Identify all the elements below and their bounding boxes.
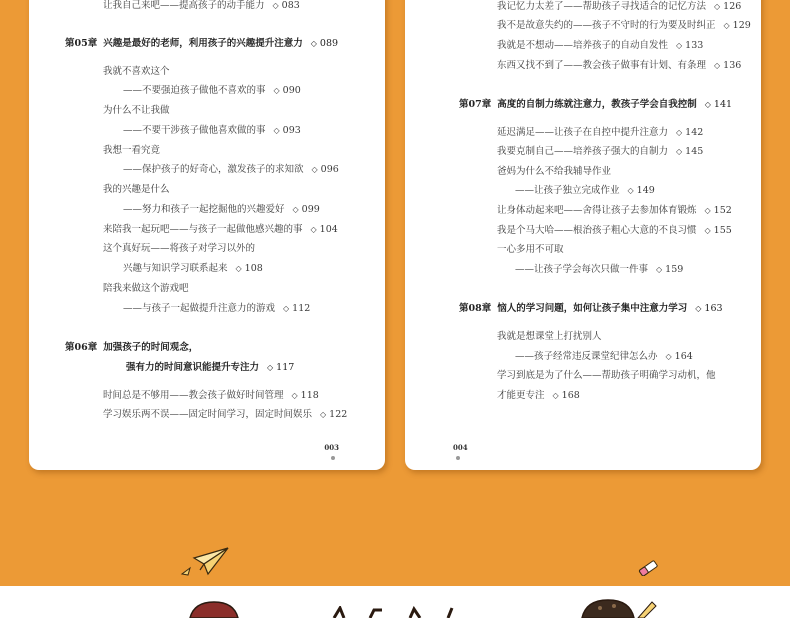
toc-entry: 我的兴趣是什么	[103, 184, 170, 195]
toc-entry: ——孩子经常违反课堂纪律怎么办 ◇ 164	[515, 351, 693, 362]
toc-entry: 爸妈为什么不给我辅导作业	[497, 166, 612, 177]
toc-entry: 我是个马大哈——根治孩子粗心大意的不良习惯 ◇ 155	[497, 225, 732, 236]
toc-entry: 延迟满足——让孩子在自控中提升注意力 ◇ 142	[497, 127, 704, 138]
toc-entry: 我就不喜欢这个	[103, 66, 170, 77]
toc-entry: 一心多用不可取	[497, 244, 564, 255]
paper-plane-icon	[180, 546, 232, 578]
toc-entry: 让我自己来吧——提高孩子的动手能力 ◇ 083	[103, 0, 300, 11]
toc-entry: 学习娱乐两不误——固定时间学习，固定时间娱乐 ◇ 122	[103, 409, 348, 420]
page-number: 003	[324, 443, 339, 452]
toc-entry: 我想一看究竟	[103, 145, 161, 156]
page-number: 004	[453, 443, 468, 452]
toc-entry: ——保护孩子的好奇心，激发孩子的求知欲 ◇ 096	[123, 164, 339, 175]
toc-entry: ——让孩子独立完成作业 ◇ 149	[515, 185, 655, 196]
toc-entry: ——与孩子一起做提升注意力的游戏 ◇ 112	[123, 303, 311, 314]
toc-entry: 我记忆力太差了——帮助孩子寻找适合的记忆方法 ◇ 126	[497, 1, 742, 12]
toc-entry: ——努力和孩子一起挖掘他的兴趣爱好 ◇ 099	[123, 204, 320, 215]
cartoon-head-icon	[186, 600, 242, 618]
toc-entry: 我要克制自己——培养孩子强大的自制力 ◇ 145	[497, 146, 704, 157]
toc-entry: 学习到底是为了什么——帮助孩子明确学习动机，他	[497, 370, 716, 381]
toc-page-right	[405, 0, 761, 470]
toc-entry: ——不要干涉孩子做他喜欢做的事 ◇ 093	[123, 125, 301, 136]
eraser-icon	[637, 560, 659, 576]
page-dot	[331, 456, 335, 460]
chapter-heading: 第07章 高度的自制力练就注意力，教孩子学会自我控制 ◇ 141	[459, 99, 733, 110]
cartoon-head-icon	[578, 598, 658, 618]
chapter-heading: 第08章 恼人的学习问题，如何让孩子集中注意力学习 ◇ 163	[459, 303, 723, 314]
toc-entry: 东西又找不到了——教会孩子做事有计划、有条理 ◇ 136	[497, 60, 742, 71]
toc-entry: 这个真好玩——将孩子对学习以外的	[103, 243, 256, 254]
toc-entry: 我就是不想动——培养孩子的自动自发性 ◇ 133	[497, 40, 704, 51]
toc-entry: 为什么不让我做	[103, 105, 170, 116]
toc-entry: 我不是故意失约的——孩子不守时的行为要及时纠正 ◇ 129	[497, 20, 751, 31]
chapter-heading-cont: 强有力的时间意识能提升专注力 ◇ 117	[126, 362, 295, 373]
title-fragment-icon	[330, 606, 470, 618]
chapter-heading: 第05章 兴趣是最好的老师，利用孩子的兴趣提升注意力 ◇ 089	[65, 38, 339, 49]
toc-page-left	[29, 0, 385, 470]
toc-entry: ——不要强迫孩子做他不喜欢的事 ◇ 090	[123, 85, 301, 96]
toc-entry: 来陪我一起玩吧——与孩子一起做他感兴趣的事 ◇ 104	[103, 224, 338, 235]
toc-entry: 时间总是不够用——教会孩子做好时间管理 ◇ 118	[103, 390, 319, 401]
toc-entry: 我就是想课堂上打扰别人	[497, 331, 602, 342]
toc-entry: 让身体动起来吧——舍得让孩子去参加体育锻炼 ◇ 152	[497, 205, 732, 216]
toc-entry: 陪我来做这个游戏吧	[103, 283, 189, 294]
page-dot	[456, 456, 460, 460]
toc-entry: 兴趣与知识学习联系起来 ◇ 108	[123, 263, 263, 274]
toc-entry: 才能更专注 ◇ 168	[497, 390, 580, 401]
toc-entry: ——让孩子学会每次只做一件事 ◇ 159	[515, 264, 684, 275]
chapter-heading: 第06章 加强孩子的时间观念，	[65, 342, 199, 353]
